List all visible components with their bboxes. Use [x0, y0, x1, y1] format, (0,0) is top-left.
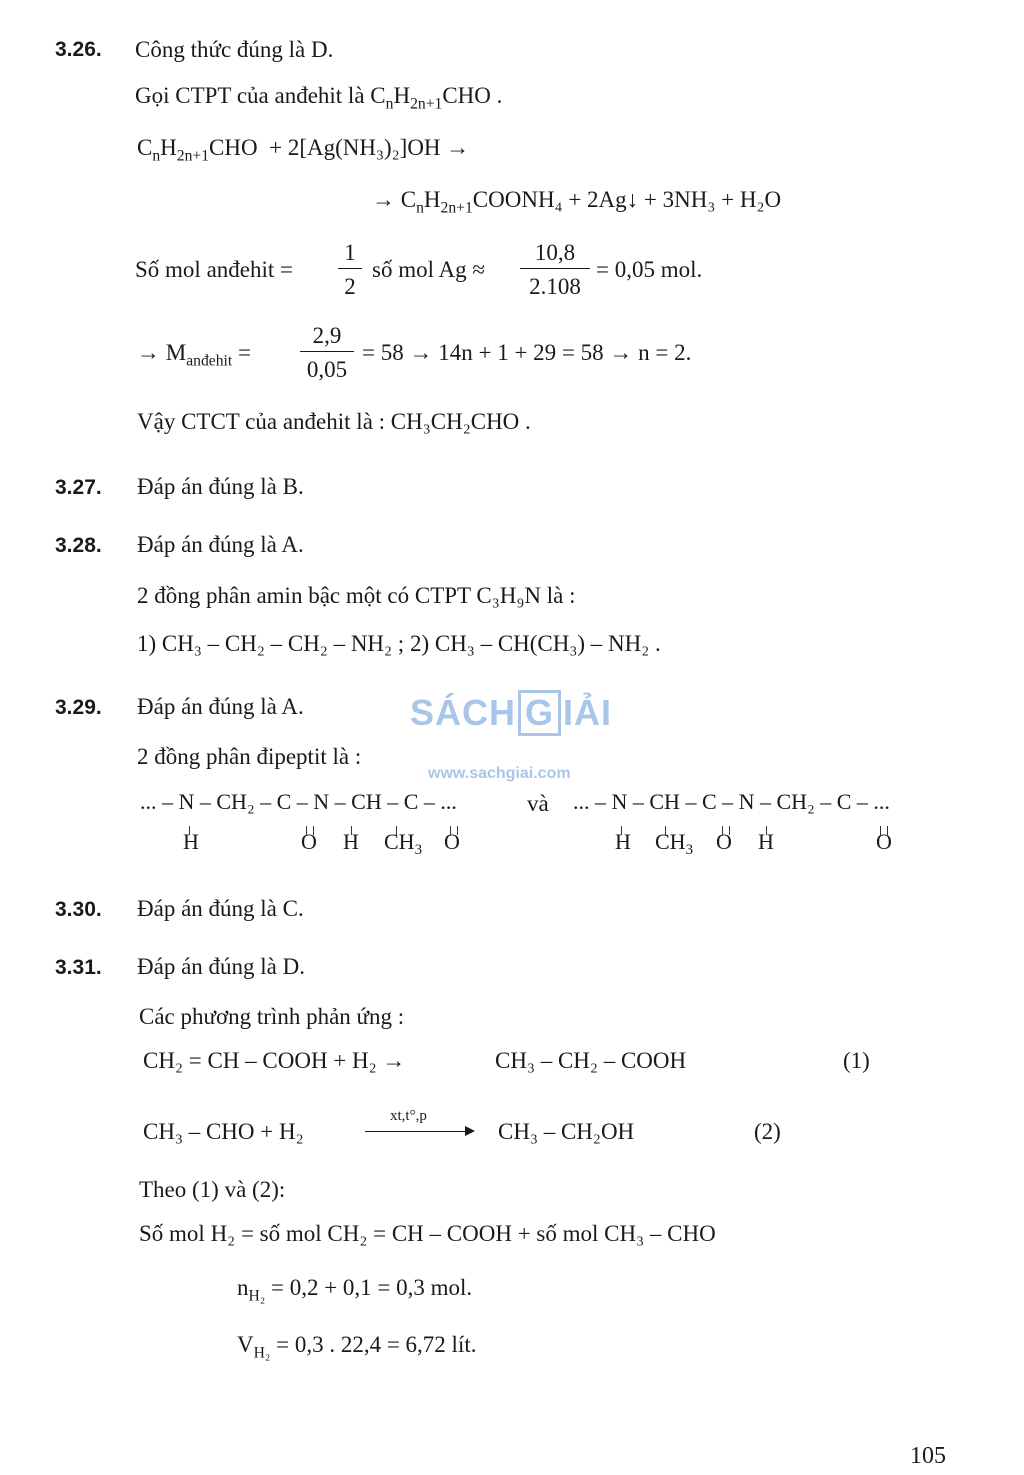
reaction-2-right: CH₃ – CH₂OH	[498, 1119, 635, 1144]
reaction-line-1	[137, 135, 470, 165]
reaction-2-left: CH₃ – CHO + H₂	[143, 1119, 304, 1144]
watermark-logo-left: SÁCH	[410, 692, 517, 733]
reaction-1-left: CH₂ = CH – COOH + H₂ →	[143, 1048, 406, 1073]
mol-result: = 0,05 mol.	[596, 257, 703, 282]
molar-mass-lead	[137, 340, 251, 370]
v-symbol: V	[237, 1332, 254, 1357]
fraction-mm-den: 0,05	[306, 357, 348, 382]
amine-isomers-intro: 2 đồng phân amin bậc một có CTPT C₃H₉N là :	[137, 583, 576, 608]
n-value: = 0,2 + 0,1 = 0,3 mol.	[265, 1275, 473, 1300]
fraction-half	[338, 241, 362, 298]
ctpt-text: Gọi CTPT của anđehit là	[135, 83, 371, 108]
answer-3-29: Đáp án đúng là A.	[137, 694, 304, 719]
molar-mass-equals: =	[232, 340, 251, 365]
n-subscript: H₂	[248, 1287, 266, 1305]
answer-3-30: Đáp án đúng là C.	[137, 896, 304, 921]
dipeptide-2-sub-o2: O	[876, 829, 892, 854]
fraction-ag-den: 2.108	[529, 274, 581, 299]
fraction-half-den: 2	[344, 274, 356, 299]
section-number-3-30: 3.30.	[55, 898, 102, 921]
dipeptide-1-sub-h2: H	[343, 829, 359, 854]
dipeptide-1-sub-h: H	[183, 829, 199, 854]
answer-3-26: Công thức đúng là D.	[135, 37, 334, 62]
section-number-3-31: 3.31.	[55, 956, 102, 979]
reaction-line-2	[372, 187, 782, 217]
fraction-bar	[520, 268, 590, 269]
reaction-2-arrow	[365, 1131, 473, 1132]
reactions-intro: Các phương trình phản ứng :	[139, 1004, 405, 1029]
fraction-ag	[520, 241, 590, 298]
dipeptide-intro: 2 đồng phân đipeptit là :	[137, 744, 362, 769]
reaction-2-condition: xt,t°,p	[390, 1108, 427, 1124]
dipeptide-2-sub-ch3: $CH_3$	[655, 829, 694, 859]
molar-mass-subscript: anđehit	[186, 352, 233, 370]
watermark-url: www.sachgiai.com	[428, 765, 571, 782]
section-number-3-27: 3.27.	[55, 476, 102, 499]
reaction-1-right: CH₃ – CH₂ – COOH	[495, 1048, 687, 1073]
fraction-half-num: 1	[344, 240, 356, 265]
dipeptide-2-sub-h: H	[615, 829, 631, 854]
section-number-3-26: 3.26.	[55, 38, 102, 61]
formula-aldehyde: $C_nH_{2n+1}CHO$	[137, 135, 258, 165]
watermark-logo-box: G	[518, 690, 561, 736]
and-word: và	[527, 791, 549, 816]
page-number: 105	[910, 1443, 946, 1469]
mol-label: Số mol anđehit =	[135, 257, 293, 282]
molar-mass-symbol: → M	[137, 340, 187, 365]
reagent-tollens: + 2[Ag(NH₃)₂]OH →	[269, 135, 470, 160]
ctpt-line	[135, 83, 503, 113]
formula-product: $C_nH_{2n+1}$	[400, 187, 473, 217]
product-tail: COONH₄ + 2Ag↓ + 3NH₃ + H₂O	[472, 187, 782, 212]
amine-isomers-list: 1) CH₃ – CH₂ – CH₂ – NH₂ ; 2) CH₃ – CH(CH₃) – NH₂ .	[137, 631, 661, 656]
dipeptide-1-sub-o2: O	[444, 829, 460, 854]
section-number-3-29: 3.29.	[55, 696, 102, 719]
n-symbol: n	[237, 1275, 249, 1300]
n-h2-line	[237, 1275, 473, 1305]
v-value: = 0,3 . 22,4 = 6,72 lít.	[270, 1332, 477, 1357]
fraction-bar	[300, 351, 354, 352]
mol-mid: số mol Ag ≈	[372, 257, 485, 282]
fraction-bar	[338, 268, 362, 269]
molar-mass-result: = 58 → 14n + 1 + 29 = 58 → n = 2.	[362, 340, 692, 365]
v-subscript: H₂	[253, 1344, 271, 1362]
answer-3-28: Đáp án đúng là A.	[137, 532, 304, 557]
dipeptide-2-sub-h2: H	[758, 829, 774, 854]
reaction-1-tag: (1)	[843, 1048, 870, 1073]
conclusion-3-26: Vậy CTCT của anđehit là : CH₃CH₂CHO .	[137, 409, 531, 434]
dipeptide-1-sub-o: O	[301, 829, 317, 854]
watermark-logo-right: IẢI	[563, 692, 613, 733]
fraction-molar-mass	[300, 324, 354, 381]
arrow-lead: →	[372, 187, 401, 212]
fraction-ag-num: 10,8	[534, 240, 576, 265]
reaction-2-tag: (2)	[754, 1119, 781, 1144]
answer-3-27: Đáp án đúng là B.	[137, 474, 304, 499]
dipeptide-2-sub-o: O	[716, 829, 732, 854]
v-h2-line	[237, 1332, 477, 1362]
watermark-logo	[410, 690, 612, 736]
dipeptide-1-sub-ch3: $CH_3$	[384, 829, 423, 859]
formula-cnh2n1cho: $C_nH_{2n+1}CHO$ .	[370, 83, 503, 113]
dipeptide-2-chain: ... – N – CH – C – N – CH₂ – C – ...	[573, 789, 890, 814]
section-number-3-28: 3.28.	[55, 534, 102, 557]
answer-3-31: Đáp án đúng là D.	[137, 954, 305, 979]
according-to: Theo (1) và (2):	[139, 1177, 286, 1202]
mol-h2-relation: Số mol H₂ = số mol CH₂ = CH – COOH + số mol CH₃ – CHO	[139, 1221, 716, 1246]
dipeptide-1-chain: ... – N – CH₂ – C – N – CH – C – ...	[140, 789, 457, 814]
fraction-mm-num: 2,9	[312, 323, 342, 348]
